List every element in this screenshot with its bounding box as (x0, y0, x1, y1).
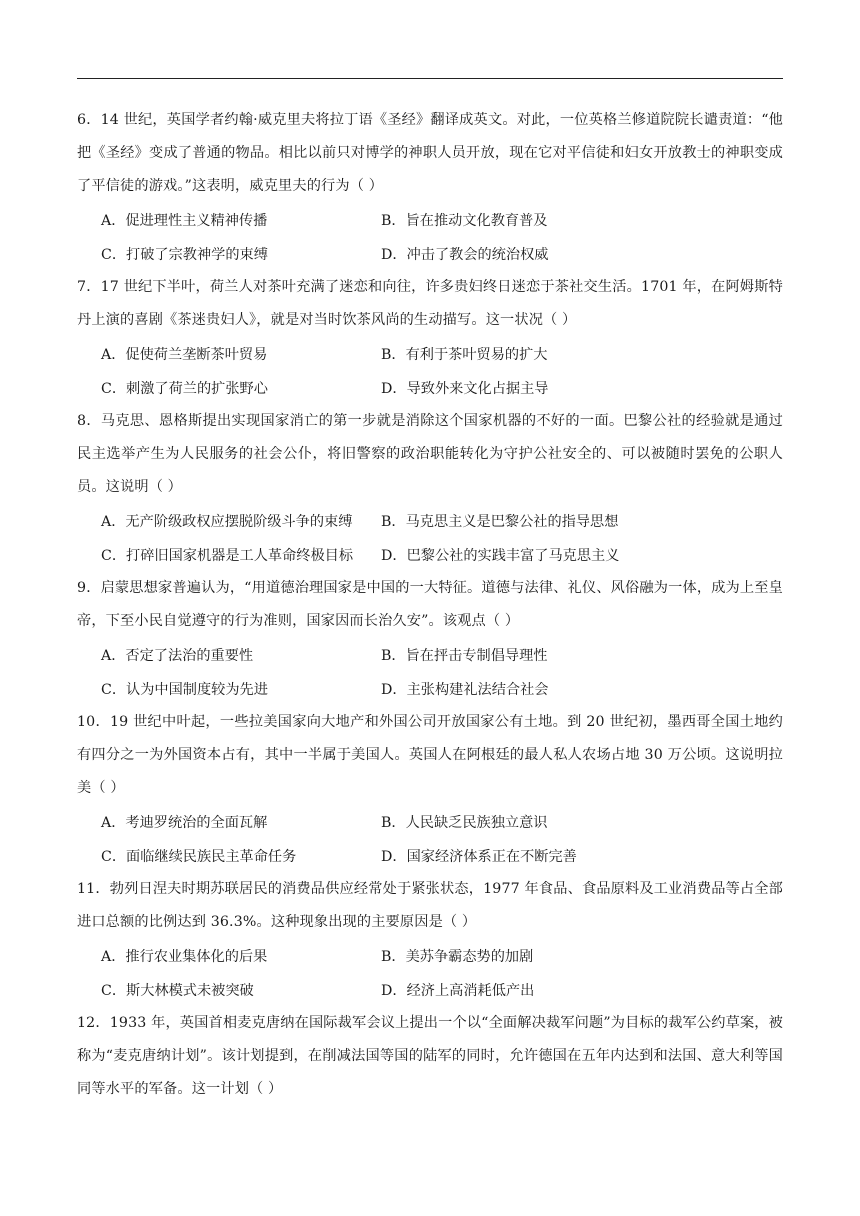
question-stem: 9．启蒙思想家普遍认为，“用道德治理国家是中国的一大特征。道德与法律、礼仪、风俗融为一体，成为上至皇帝，下至小民自觉遵守的行为准则，国家因而长治久安”。该观点（ ） (77, 580, 783, 629)
option-b[interactable]: B．旨在推动文化教育普及 (381, 213, 548, 229)
question-12 (77, 1007, 783, 1106)
options (77, 337, 783, 405)
question-stem: 7．17 世纪下半叶，荷兰人对茶叶充满了迷恋和向往，许多贵妇终日迷恋于茶社交生活。1701 年，在阿姆斯特丹上演的喜剧《茶迷贵妇人》，就是对当时饮茶风尚的生动描写。这一状况（ ） (77, 279, 783, 328)
question-11 (77, 873, 783, 1007)
option-c[interactable]: C．刺激了荷兰的扩张野心 (101, 381, 268, 397)
option-b[interactable]: B．人民缺乏民族独立意识 (381, 815, 548, 831)
option-b[interactable]: B．旨在抨击专制倡导理性 (381, 648, 548, 664)
question-10 (77, 706, 783, 873)
question-9 (77, 572, 783, 706)
option-d[interactable]: D．主张构建礼法结合社会 (381, 682, 549, 698)
option-c[interactable]: C．打破了宗教神学的束缚 (101, 247, 268, 263)
option-a[interactable]: A．促进理性主义精神传播 (101, 213, 268, 229)
options (77, 203, 783, 271)
options (77, 638, 783, 706)
option-b[interactable]: B．有利于茶叶贸易的扩大 (381, 347, 548, 363)
option-a[interactable]: A．否定了法治的重要性 (101, 648, 254, 664)
option-d[interactable]: D．冲击了教会的统治权威 (381, 247, 549, 263)
header-rule (77, 78, 783, 79)
question-list (77, 104, 783, 1106)
option-b[interactable]: B．马克思主义是巴黎公社的指导思想 (381, 514, 619, 530)
question-7 (77, 271, 783, 405)
option-b[interactable]: B．美苏争霸态势的加剧 (381, 949, 534, 965)
question-stem: 8．马克思、恩格斯提出实现国家消亡的第一步就是消除这个国家机器的不好的一面。巴黎公社的经验就是通过民主选举产生为人民服务的社会公仆，将旧警察的政治职能转化为守护公社安全的、可以被随时罢免的公职人员。这说明（ ） (77, 413, 783, 495)
option-d[interactable]: D．经济上高消耗低产出 (381, 983, 535, 999)
question-stem: 11．勃列日涅夫时期苏联居民的消费品供应经常处于紧张状态，1977 年食品、食品原料及工业消费品等占全部进口总额的比例达到 36.3%。这种现象出现的主要原因是（ ） (77, 881, 783, 930)
option-a[interactable]: A．促使荷兰垄断茶叶贸易 (101, 347, 268, 363)
option-d[interactable]: D．导致外来文化占据主导 (381, 381, 549, 397)
option-c[interactable]: C．认为中国制度较为先进 (101, 682, 268, 698)
option-c[interactable]: C．面临继续民族民主革命任务 (101, 849, 297, 865)
option-c[interactable]: C．斯大林模式未被突破 (101, 983, 254, 999)
question-stem: 10．19 世纪中叶起，一些拉美国家向大地产和外国公司开放国家公有土地。到 20 世纪初，墨西哥全国土地约有四分之一为外国资本占有，其中一半属于美国人。英国人在阿根廷的最人私人农场占地 30 万公顷。这说明拉美（ ） (77, 714, 783, 796)
option-d[interactable]: D．国家经济体系正在不断完善 (381, 849, 577, 865)
question-8 (77, 405, 783, 572)
option-a[interactable]: A．推行农业集体化的后果 (101, 949, 268, 965)
options (77, 504, 783, 572)
option-a[interactable]: A．考迪罗统治的全面瓦解 (101, 815, 268, 831)
option-d[interactable]: D．巴黎公社的实践丰富了马克思主义 (381, 548, 620, 564)
option-c[interactable]: C．打碎旧国家机器是工人革命终极目标 (101, 548, 354, 564)
options (77, 939, 783, 1007)
question-6 (77, 104, 783, 271)
question-stem: 6．14 世纪，英国学者约翰·威克里夫将拉丁语《圣经》翻译成英文。对此，一位英格兰修道院院长谴责道：“他把《圣经》变成了普通的物品。相比以前只对博学的神职人员开放，现在它对平信徒和妇女开放教士的神职变成了平信徒的游戏。”这表明，威克里夫的行为（ ） (77, 112, 783, 194)
options (77, 805, 783, 873)
question-stem: 12．1933 年，英国首相麦克唐纳在国际裁军会议上提出一个以“全面解决裁军问题”为目标的裁军公约草案，被称为“麦克唐纳计划”。该计划提到，在削减法国等国的陆军的同时，允许德国在五年内达到和法国、意大利等国同等水平的军备。这一计划（ ） (77, 1015, 783, 1097)
option-a[interactable]: A．无产阶级政权应摆脱阶级斗争的束缚 (101, 514, 353, 530)
